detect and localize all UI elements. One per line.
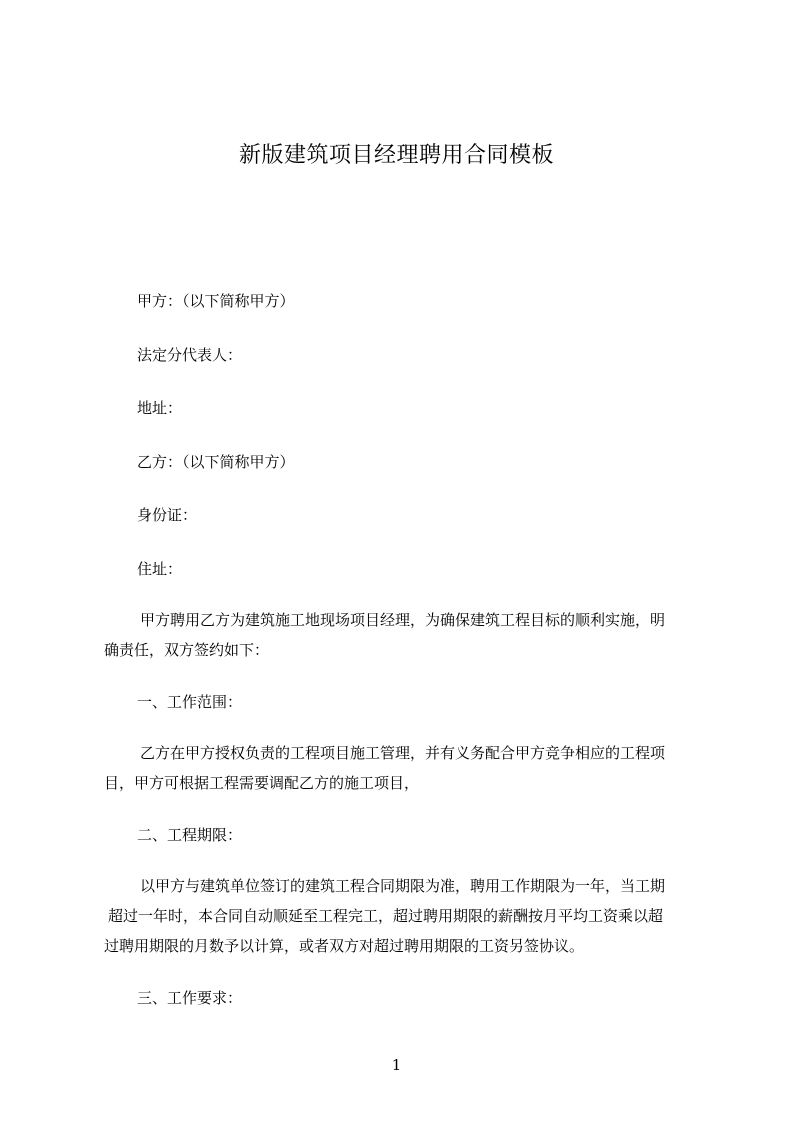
- section-1-paragraph: [104, 738, 704, 798]
- address-line: 地址：: [137, 399, 183, 417]
- residence-line: 住址：: [137, 560, 183, 578]
- section-2-line-1: 以甲方与建筑单位签订的建筑工程合同期限为准，聘用工作期限为一年，当工期: [140, 877, 666, 895]
- page-number: 1: [391, 1056, 402, 1074]
- legal-representative-line: 法定分代表人：: [137, 346, 243, 364]
- party-b-line: 乙方：（以下简称甲方）: [137, 453, 295, 471]
- id-card-line: 身份证：: [137, 506, 198, 524]
- section-1-line-2: 目，甲方可根据工程需要调配乙方的施工项目，: [104, 774, 420, 792]
- section-1-line-1: 乙方在甲方授权负责的工程项目施工管理，并有义务配合甲方竞争相应的工程项: [140, 744, 666, 762]
- section-2-line-2: 超过一年时，本合同自动顺延至工程完工，超过聘用期限的薪酬按月平均工资乘以超: [108, 907, 664, 925]
- section-2-paragraph: [104, 871, 704, 961]
- intro-paragraph: [104, 605, 704, 665]
- document-title: 新版建筑项目经理聘用合同模板: [238, 143, 554, 168]
- section-1-heading: 一、工作范围：: [137, 693, 243, 711]
- section-2-heading: 二、工程期限：: [137, 826, 243, 844]
- section-3-heading: 三、工作要求：: [137, 989, 243, 1007]
- intro-line-1: 甲方聘用乙方为建筑施工地现场项目经理，为确保建筑工程目标的顺利实施，明: [140, 611, 666, 629]
- intro-line-2: 确责任，双方签约如下：: [104, 641, 270, 659]
- party-a-line: 甲方：（以下简称甲方）: [137, 292, 295, 310]
- section-2-line-3: 过聘用期限的月数予以计算，或者双方对超过聘用期限的工资另签协议。: [104, 937, 585, 955]
